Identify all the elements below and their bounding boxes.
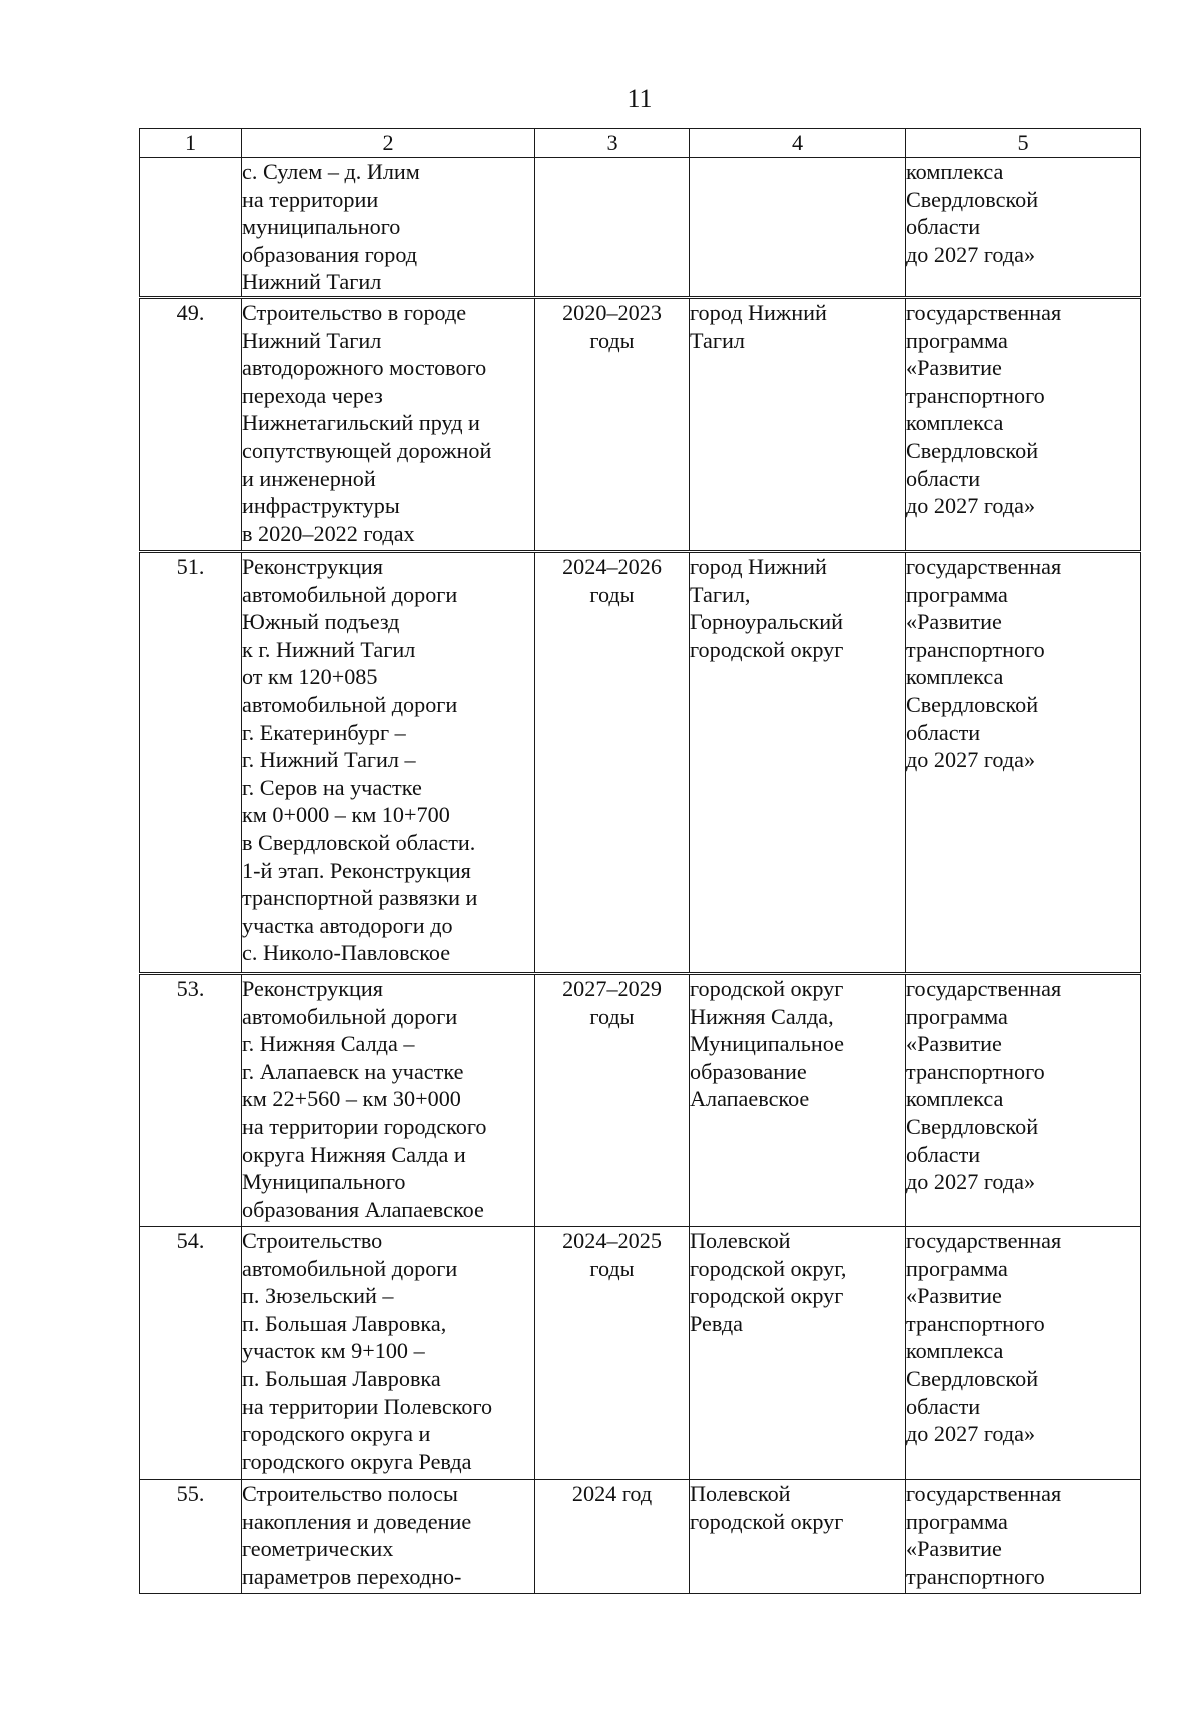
column-header-3: 3: [535, 129, 690, 158]
table-row: [140, 973, 1141, 1226]
object-name: Строительство в городе Нижний Тагил автодорожного мостового перехода через Нижнетагильский пруд и сопутствующей дорожной и инженерной инфраструктуры в 2020–2022 годах: [242, 297, 535, 551]
row-number: 49.: [140, 297, 242, 551]
row-number: [140, 158, 242, 298]
territory: городской округ Нижняя Салда, Муниципальное образование Алапаевское: [690, 973, 906, 1226]
row-number: 55.: [140, 1479, 242, 1593]
table-row: [140, 1479, 1141, 1593]
territory: Полевской городской округ, городской округ Ревда: [690, 1226, 906, 1479]
territory: Полевской городской округ: [690, 1479, 906, 1593]
column-header-2: 2: [242, 129, 535, 158]
period: 2024–2025 годы: [535, 1226, 690, 1479]
object-name: Реконструкция автомобильной дороги г. Нижняя Салда – г. Алапаевск на участке км 22+560 – км 30+000 на территории городского округа Нижняя Салда и Муниципального образования Алапаевское: [242, 973, 535, 1226]
row-number: 53.: [140, 973, 242, 1226]
territory: [690, 158, 906, 298]
territory: город Нижний Тагил: [690, 297, 906, 551]
object-name: с. Сулем – д. Илим на территории муниципального образования город Нижний Тагил: [242, 158, 535, 298]
program: государственная программа «Развитие транспортного комплекса Свердловской области до 2027 года»: [906, 1226, 1141, 1479]
table-header-row: [140, 129, 1141, 158]
column-header-1: 1: [140, 129, 242, 158]
object-name: Строительство автомобильной дороги п. Зюзельский – п. Большая Лавровка, участок км 9+100 – п. Большая Лавровка на территории Полевского городского округа и городского округа Ревда: [242, 1226, 535, 1479]
program: государственная программа «Развитие транспортного комплекса Свердловской области до 2027 года»: [906, 297, 1141, 551]
document-table: [139, 128, 1141, 1594]
column-header-5: 5: [906, 129, 1141, 158]
territory: город Нижний Тагил, Горноуральский городской округ: [690, 551, 906, 973]
program: комплекса Свердловской области до 2027 года»: [906, 158, 1141, 298]
page-number: 11: [627, 84, 653, 113]
program: государственная программа «Развитие транспортного комплекса Свердловской области до 2027 года»: [906, 973, 1141, 1226]
row-number: 51.: [140, 551, 242, 973]
table-row: [140, 551, 1141, 973]
period: [535, 158, 690, 298]
program: государственная программа «Развитие транспортного: [906, 1479, 1141, 1593]
program: государственная программа «Развитие транспортного комплекса Свердловской области до 2027 года»: [906, 551, 1141, 973]
table-row: [140, 158, 1141, 298]
object-name: Реконструкция автомобильной дороги Южный подъезд к г. Нижний Тагил от км 120+085 автомобильной дороги г. Екатеринбург – г. Нижний Тагил – г. Серов на участке км 0+000 – км 10+700 в Свердловской области. 1-й этап. Реконструкция транспортной развязки и участка автодороги до с. Николо-Павловское: [242, 551, 535, 973]
row-number: 54.: [140, 1226, 242, 1479]
period: 2024 год: [535, 1479, 690, 1593]
column-header-4: 4: [690, 129, 906, 158]
table-row: [140, 297, 1141, 551]
period: 2020–2023 годы: [535, 297, 690, 551]
object-name: Строительство полосы накопления и доведение геометрических параметров переходно-: [242, 1479, 535, 1593]
period: 2027–2029 годы: [535, 973, 690, 1226]
table-row: [140, 1226, 1141, 1479]
period: 2024–2026 годы: [535, 551, 690, 973]
